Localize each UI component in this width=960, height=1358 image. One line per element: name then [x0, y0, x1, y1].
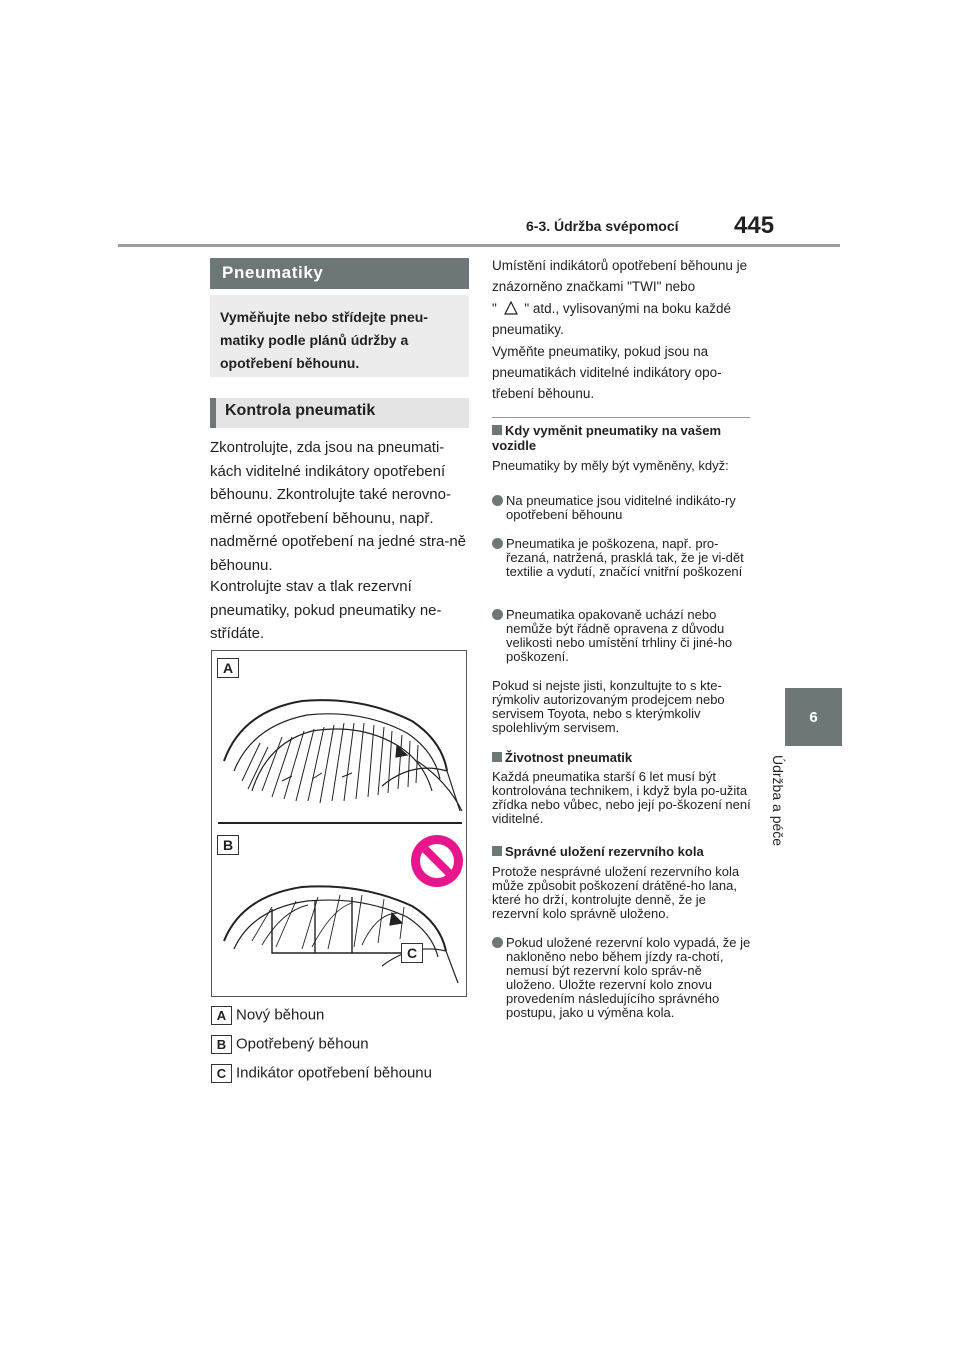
- quote-open: ": [492, 301, 497, 316]
- legend-item: [211, 1006, 481, 1028]
- page-number: 445: [734, 212, 775, 239]
- indicator-callout: [272, 897, 402, 953]
- figure-label-c: C: [401, 943, 423, 963]
- paragraph: Vyměňte pneumatiky, pokud jsou na pneumatikách viditelné indikátory opo-třebení běhounu.: [492, 344, 722, 401]
- tire-illustration: [212, 651, 466, 996]
- bullet-icon: [492, 495, 503, 506]
- legend-text: Opotřebený běhoun: [236, 1035, 369, 1053]
- header-rule: [118, 244, 840, 247]
- chapter-label: [772, 755, 812, 865]
- list-item: Pokud uložené rezervní kolo vypadá, že je nakloněno nebo během jízdy ra-chotí, nemusí být rezervní kolo správ-ně uloženo. Uložte rezervní kolo znovu provedením následujícího správného postupu, jako u výměna kola.: [492, 936, 754, 1020]
- paragraph: [492, 298, 752, 340]
- list-item: Pneumatika je poškozena, např. pro-řezaná, natržená, prasklá tak, že je vi-dět textilie a vydutí, značící vnitřní poškození: [492, 537, 754, 579]
- paragraph: Zkontrolujte, zda jsou na pneumati-kách viditelné indikátory opotřebení běhounu. Zkontrolujte také nerovno-měrné opotřebení běhounu, např. nadměrné opotřebení na jedné stra-ně běhounu.: [210, 439, 467, 574]
- legend-text: Nový běhoun: [236, 1006, 325, 1024]
- worn-tread-tire-icon: [224, 886, 458, 983]
- bullet-icon: [492, 609, 503, 620]
- paragraph: Umístění indikátorů opotřebení běhounu je znázorněno značkami "TWI" nebo: [492, 258, 748, 294]
- legend-key: B: [211, 1035, 232, 1054]
- paragraph: Každá pneumatika starší 6 let musí být kontrolována technikem, i když byla po-užita zřídka nebo vůbec, nebo její po-škození není viditelné.: [492, 769, 751, 826]
- figure-label-a: A: [217, 658, 239, 678]
- square-bullet-icon: [492, 752, 502, 762]
- paragraph: Pokud si nejste jisti, konzultujte to s kte-rýmkoliv autorizovaným prodejcem nebo servisem Toyota, nebo s kterýmkoliv spolehlivým servisem.: [492, 678, 725, 735]
- paragraph: Pneumatiky by měly být vyměněny, když:: [492, 458, 729, 473]
- intro-box: Vyměňujte nebo střídejte pneu-matiky podle plánů údržby a opotřebení běhounu.: [210, 295, 469, 377]
- paragraph: Protože nesprávné uložení rezervního kola může způsobit poškození drátěné-ho lana, které ho drží, kontrolujte denně, že je rezervní kolo správně uloženo.: [492, 864, 740, 921]
- subheading: Životnost pneumatik: [492, 751, 754, 766]
- tire-tread-figure: [211, 650, 467, 997]
- triangle-icon: [504, 301, 518, 315]
- subsection-title: Kontrola pneumatik: [210, 398, 469, 428]
- paragraph: Kontrolujte stav a tlak rezervní pneumatiky, pokud pneumatiky ne-střídáte.: [210, 578, 442, 642]
- section-title: Pneumatiky: [210, 258, 469, 289]
- prohibited-icon: [411, 835, 463, 887]
- legend-key: C: [211, 1064, 232, 1083]
- legend-key: A: [211, 1006, 232, 1025]
- divider: [492, 417, 750, 418]
- section-header: 6-3. Údržba svépomocí: [526, 218, 679, 234]
- bullet-icon: [492, 937, 503, 948]
- legend-item: [211, 1035, 481, 1057]
- quote-rest: " atd., vylisovanými na boku každé pneumatiky.: [492, 301, 731, 337]
- subheading: Správné uložení rezervního kola: [492, 845, 754, 860]
- list-item: Pneumatika opakovaně uchází nebo nemůže být řádně opravena z důvodu velikosti nebo umístění trhliny či jiné-ho poškození.: [492, 608, 754, 664]
- square-bullet-icon: [492, 846, 502, 856]
- subheading: Kdy vyměnit pneumatiky na vašem vozidle: [492, 423, 722, 453]
- square-bullet-icon: [492, 425, 502, 435]
- legend-item: [211, 1064, 481, 1086]
- figure-label-b: B: [217, 835, 239, 855]
- new-tread-tire-icon: [224, 700, 462, 811]
- bullet-icon: [492, 538, 503, 549]
- chapter-label-text: Údržba a péče: [770, 755, 786, 847]
- list-item: Na pneumatice jsou viditelné indikáto-ry opotřebení běhounu: [492, 494, 754, 522]
- legend-text: Indikátor opotřebení běhounu: [236, 1064, 432, 1082]
- chapter-tab[interactable]: 6: [785, 688, 842, 746]
